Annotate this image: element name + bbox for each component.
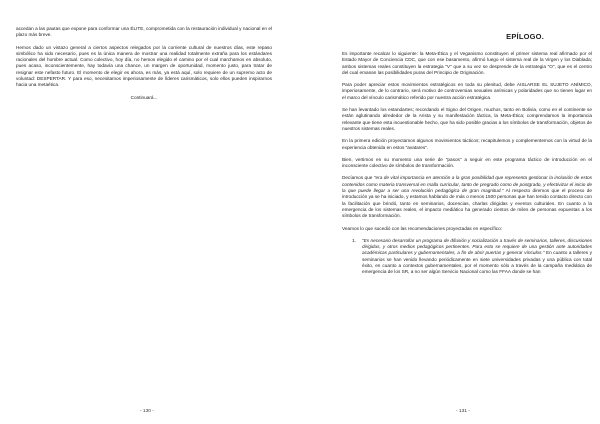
quote-rest: Al respecto diremos que el proceso de introducción ya se ha iniciado, y estamos hablando de más o menos 1500 personas que han tenido contacto directo con la facilitación que brindó, tanto en seminarios, docencias, charlas dirigidas y eventos culturales. En cuanto a la emergencia de los sistemas reales, el impacto mediático ha generado cientos de miles de personas expuestas a los símbolos de transformación. xyxy=(342,188,592,219)
left-paragraph-1: accedan a las pautas que expone para conformar una ÉLITE, comprometida con la restauración individual y nacional en el plazo más breve. xyxy=(16,26,272,38)
right-paragraph-4: En la primera edición proyectamos algunos movimientos tácticos; recapitulemos y complementemos con la virtud de la experiencia obtenida en estos "avatares". xyxy=(342,138,592,150)
right-paragraph-1: Es importante recalcar lo siguiente: la Meta-Ética y el Veganismo constituyen el primer sistema real afirmado por el Estado Mayor de Conciencia CDC, que con ese basamento, afirmó luego el sistema real de la Virgen y los Diablada; ambos sistemas reales constituyen la estrategia "V" que a su vez se desprende de la estrategia "O", que es el centro del cual emanan las posibilidades puras del Principio de Originación. xyxy=(342,51,592,75)
continue-note: Continuará... xyxy=(130,94,158,100)
list-item-text xyxy=(362,238,592,276)
right-text-column xyxy=(342,32,592,282)
right-paragraph-3: Se han levantado los estandartes; recordando el Signo del Origen, muchos, tanto en Bolivia, como en el continente se están aglutinando alrededor de la Arista y su manifestación táctica, la Meta-Ética; comprendamos la importancia relevante que tiene esta incuestionable hecho, que ha sido posible gracias a los símbolos de transformación, objetos de nuestros sistemas reales. xyxy=(342,107,592,131)
right-paragraph-2: Para poder apreciar estos movimientos estratégicos en toda su plenitud, debe AISLARSE EL SUJETO ANÍMICO, imperiosamente, de lo contrario, será motivo de controversias sexuales anímicas y polaridades que no tienen lugar en el marco del vínculo carismático referido por nuestra acción estratégica. xyxy=(342,82,592,100)
list-item-rest: En cuanto a talleres y seminarios se han venido llevando periódicamente en siete universidades privadas y una pública con total éxito, en cuanto a contextos gubernamentales, por el momento sólo a través de la campaña mediática de emergencia de los SR, a no ser algún Servicio Nacional como las FFAA donde se han xyxy=(362,250,592,275)
list-intro: Veamos lo que sucedió con las recomendaciones proyectadas en específico: xyxy=(342,225,502,231)
right-page-number: - 131 - xyxy=(456,409,470,414)
quote-italic: "era de vital importancia en atención a la gran posibilidad que representa gestionar la inclusión de estos contenidos como materia transversal en malla curricular, tanto de pregrado como de postgrado, y efectivizar el inicio de la que puede llegar a ser una revolución pedagógica de gran magnitud." xyxy=(342,175,593,194)
right-paragraph-5: Bien, vertimos en su momento una serie de "pasos" a seguir en este programa táctico de introducción en el inconsciente colectivo de símbolos de transformación. xyxy=(342,156,592,169)
list-item-italic: "Es necesario desarrollar un programa de difusión y socialización a través de seminarios, talleres, discusiones dirigidas, y otros medios pedagógicos pertinentes. Para esto se requiere de una gestión ante autoridades académicas particulares y gubernamentales, a fin de abrir puertas y generar vínculos." xyxy=(362,237,592,256)
epilogue-title: EPÍLOGO. xyxy=(506,32,544,41)
list-item-number: 1. xyxy=(352,237,356,243)
left-text-column xyxy=(16,26,272,107)
list-item xyxy=(342,238,592,276)
quote-paragraph xyxy=(342,175,592,219)
left-paragraph-2: Hemos dado un vistazo general a ciertos aspectos relegados por la corriente cultural de nuestros días, este repaso simbólico ha sido necesario, pues es la única manera de mostrar una realidad totalmente extraña para los estándares racionales del hombre actual. Como colectivo, hoy día, no hemos elegido el camino por el cual marchamos en absoluto, pues acaso, inconscientemente, hay todavía una chance, un margen de oportunidad, momento justo, para tratar de resignar este nefasto futuro. El momento de elegir es ahora, es más, ya está aquí, solo requiere de un supremo acto de voluntad: DESPERTAR. Y para eso, necesitamos imperiosamente de líderes carismáticos, solo ellos pueden inspirarnos hacia una metaética. xyxy=(16,44,272,88)
left-page-number: - 130 - xyxy=(140,409,154,414)
right-page xyxy=(300,0,600,424)
quote-lead: Decíamos que xyxy=(342,175,374,181)
